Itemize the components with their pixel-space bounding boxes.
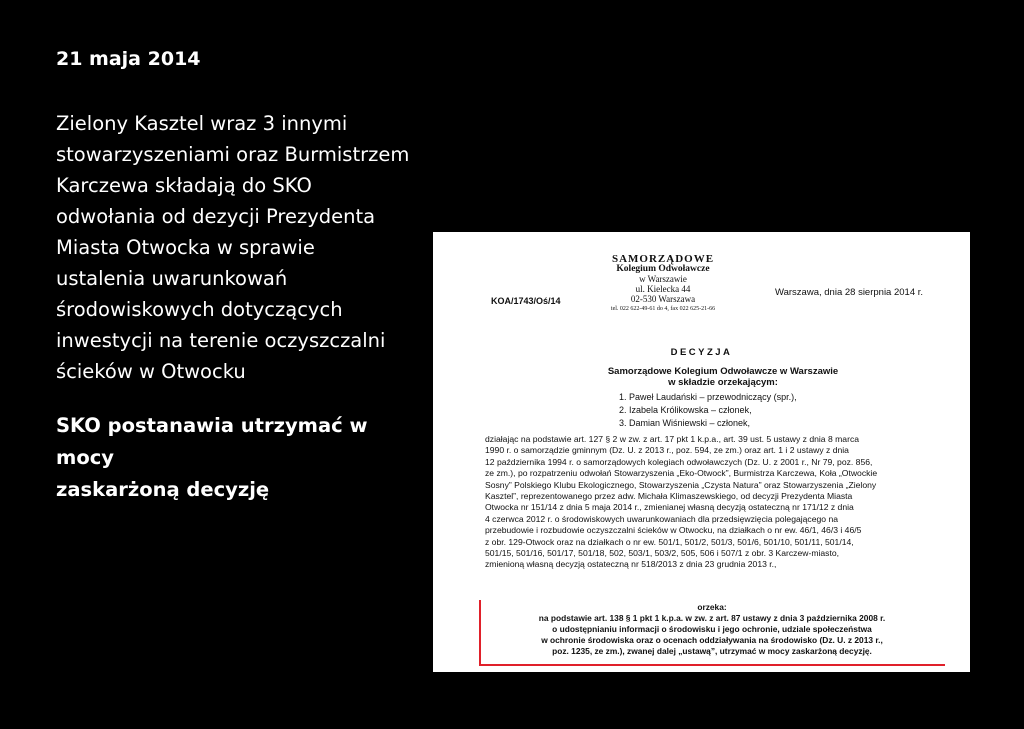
document-reference: KOA/1743/Oś/14 [491, 296, 561, 306]
panel-member: 1. Paweł Laudański – przewodniczący (spr.), [619, 392, 797, 402]
panel-members [619, 391, 797, 430]
panel-member: 3. Damian Wiśniewski – członek, [619, 418, 751, 428]
stamp-line: w Warszawie [639, 274, 687, 284]
document-place-date: Warszawa, dnia 28 sierpnia 2014 r. [775, 287, 924, 298]
document-title: DECYZJA [670, 347, 733, 358]
stamp-line: ul. Kielecka 44 [635, 284, 691, 294]
college-panel-line: w składzie orzekającym: [668, 377, 778, 388]
panel-member: 2. Izabela Królikowska – członek, [619, 405, 752, 415]
legal-basis-text: działając na podstawie art. 127 § 2 w zw. z art. 17 pkt 1 k.p.a., art. 39 ust. 5 ustawy z dnia 8 marca 1990 r. o samorządzie gminnym (Dz. U. z 2013 r., poz. 594, ze zm.) oraz art. 1 i 2 ustawy z dnia 12 października 1994 r. o samorządowych kolegiach odwoławczych (Dz. U. z 2001 r., Nr 79, poz. 856, ze zm.), po rozpatrzeniu odwołań Stowarzyszenia „Eko-Otwock”, Burmistrza Karczewa, Koła „Otwockie Sosny” Polskiego Klubu Ekologicznego, Stowarzyszenia „Czysta Natura” oraz Stowarzyszenia „Zielony Kasztel”, reprezentowanego przez adw. Michała Klimaszewskiego, od decyzji Prezydenta Miasta Otwocka nr 151/14 z dnia 5 maja 2014 r., zmienianej własną decyzją ostateczną nr 171/12 z dnia 4 czerwca 2012 r. o środowiskowych uwarunkowaniach dla przedsięwzięcia polegającego na przebudowie i rozbudowie oczyszczalni ścieków w Otwocku, na działkach o nr ew. 46/1, 46/3 i 46/5 z obr. 129-Otwock oraz na działkach o nr ew. 501/1, 501/2, 501/3, 501/6, 501/10, 501/11, 501/14, 501/15, 501/16, 501/17, 501/18, 502, 503/1, 503/2, 505, 506 i 507/1 z obr. 3 Karczew-miasto, zmienioną własną decyzją ostateczną nr 518/2013 z dnia 23 grudnia 2013 r., [485, 434, 878, 570]
college-name [573, 366, 873, 388]
slide-conclusion: SKO postanawia utrzymać w mocy zaskarżoną decyzję [56, 414, 368, 501]
stamp-line: tel. 022 622-49-61 do 4, fax 022 625-21-66 [610, 306, 716, 312]
ruling-text: orzeka: na podstawie art. 138 § 1 pkt 1 k.p.a. w zw. z art. 87 ustawy z dnia 3 października 2008 r. o udostępnianiu informacji o środowisku i jego ochronie, udziale społeczeństwa w ochronie środowiska oraz o ocenach oddziaływania na środowisko (Dz. U. z 2013 r., poz. 1235, ze zm.), zwanej dalej „ustawą”, utrzymać w mocy zaskarżoną decyzję. [538, 602, 886, 656]
office-stamp [593, 254, 733, 314]
slide-date: 21 maja 2014 [56, 48, 201, 70]
decision-document-image [433, 232, 970, 672]
stamp-line: 02-530 Warszawa [630, 294, 696, 304]
college-name-line: Samorządowe Kolegium Odwoławcze w Warszawie [607, 366, 839, 377]
stamp-line: Kolegium Odwoławcze [616, 264, 710, 274]
slide-body-text: Zielony Kasztel wraz 3 innymi stowarzyszeniami oraz Burmistrzem Karczewa składają do SKO odwołania od dezycji Prezydenta Miasta Otwocka w sprawie ustalenia uwarunkowań środowiskowych dotyczących inwestycji na terenie oczyszczalni ścieków w Otwocku [56, 112, 410, 383]
stamp-line: SAMORZĄDOWE [611, 253, 715, 265]
